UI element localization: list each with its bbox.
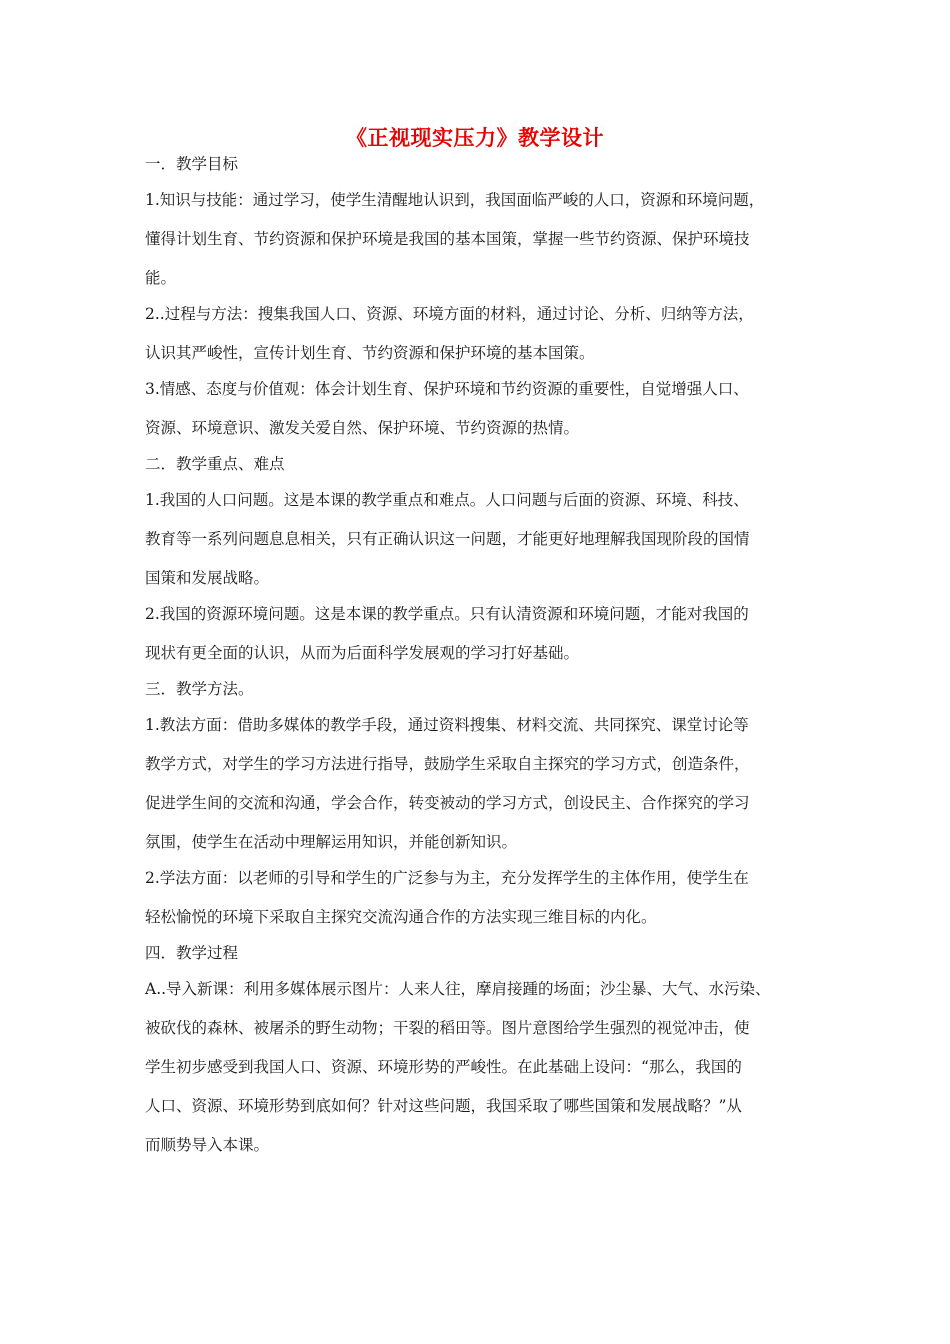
text-line: 国策和发展战略。: [145, 569, 270, 587]
text-line: 人口、资源、环境形势到底如何？针对这些问题，我国采取了哪些国策和发展战略？”从: [145, 1097, 742, 1115]
text-line: 促进学生间的交流和沟通，学会合作，转变被动的学习方式，创设民主、合作探究的学习: [145, 794, 750, 812]
text-line: 2.我国的资源环境问题。这是本课的教学重点。只有认清资源和环境问题，才能对我国的: [145, 605, 749, 623]
text-line: 1.我国的人口问题。这是本课的教学重点和难点。人口问题与后面的资源、环境、科技、: [145, 491, 749, 509]
text-line: 学生初步感受到我国人口、资源、环境形势的严峻性。在此基础上设问：“那么，我国的: [145, 1058, 742, 1076]
paragraph: [145, 377, 825, 440]
text-line: 氛围，使学生在活动中理解运用知识，并能创新知识。: [145, 833, 518, 851]
section-key-points: [145, 452, 825, 665]
section-teaching-goals: [145, 152, 825, 440]
text-line: 轻松愉悦的环境下采取自主探究交流沟通合作的方法实现三维目标的内化。: [145, 908, 657, 926]
section-heading: 四．教学过程: [145, 944, 239, 962]
text-line: 2..过程与方法：搜集我国人口、资源、环境方面的材料，通过讨论、分析、归纳等方法，: [145, 305, 754, 323]
text-line: 资源、环境意识、激发关爱自然、保护环境、节约资源的热情。: [145, 419, 580, 437]
paragraph: [145, 488, 825, 590]
section-heading: 一．教学目标: [145, 155, 239, 173]
section-teaching-methods: [145, 677, 825, 929]
paragraph: [145, 866, 825, 929]
section-heading: 三．教学方法。: [145, 680, 254, 698]
text-line: 3.情感、态度与价值观：体会计划生育、保护环境和节约资源的重要性，自觉增强人口、: [145, 380, 749, 398]
text-line: 1.知识与技能：通过学习，使学生清醒地认识到，我国面临严峻的人口，资源和环境问题，: [145, 191, 765, 209]
document-body: [145, 150, 825, 1157]
paragraph: [145, 602, 825, 665]
text-line: 教育等一系列问题息息相关，只有正确认识这一问题，才能更好地理解我国现阶段的国情: [145, 530, 750, 548]
text-line: 1.教法方面：借助多媒体的教学手段，通过资料搜集、材料交流、共同探究、课堂讨论等: [145, 716, 749, 734]
section-teaching-process: [145, 941, 825, 1157]
text-line: 认识其严峻性，宣传计划生育、节约资源和保护环境的基本国策。: [145, 344, 595, 362]
paragraph: [145, 713, 825, 854]
paragraph: [145, 302, 825, 365]
text-line: 能。: [145, 269, 177, 287]
text-line: 懂得计划生育、节约资源和保护环境是我国的基本国策，掌握一些节约资源、保护环境技: [145, 230, 750, 248]
document-title: 《正视现实压力》教学设计: [346, 126, 604, 150]
paragraph: [145, 977, 825, 1157]
section-heading: 二．教学重点、难点: [145, 455, 285, 473]
text-line: 而顺势导入本课。: [145, 1136, 270, 1154]
text-line: 现状有更全面的认识，从而为后面科学发展观的学习打好基础。: [145, 644, 580, 662]
paragraph: [145, 188, 825, 290]
text-line: 教学方式，对学生的学习方法进行指导，鼓励学生采取自主探究的学习方式，创造条件，: [145, 755, 750, 773]
text-line: A..导入新课：利用多媒体展示图片：人来人往，摩肩接踵的场面；沙尘暴、大气、水污染、: [145, 980, 771, 998]
text-line: 被砍伐的森林、被屠杀的野生动物；干裂的稻田等。图片意图给学生强烈的视觉冲击，使: [145, 1019, 750, 1037]
text-line: 2.学法方面：以老师的引导和学生的广泛参与为主，充分发挥学生的主体作用，使学生在: [145, 869, 749, 887]
